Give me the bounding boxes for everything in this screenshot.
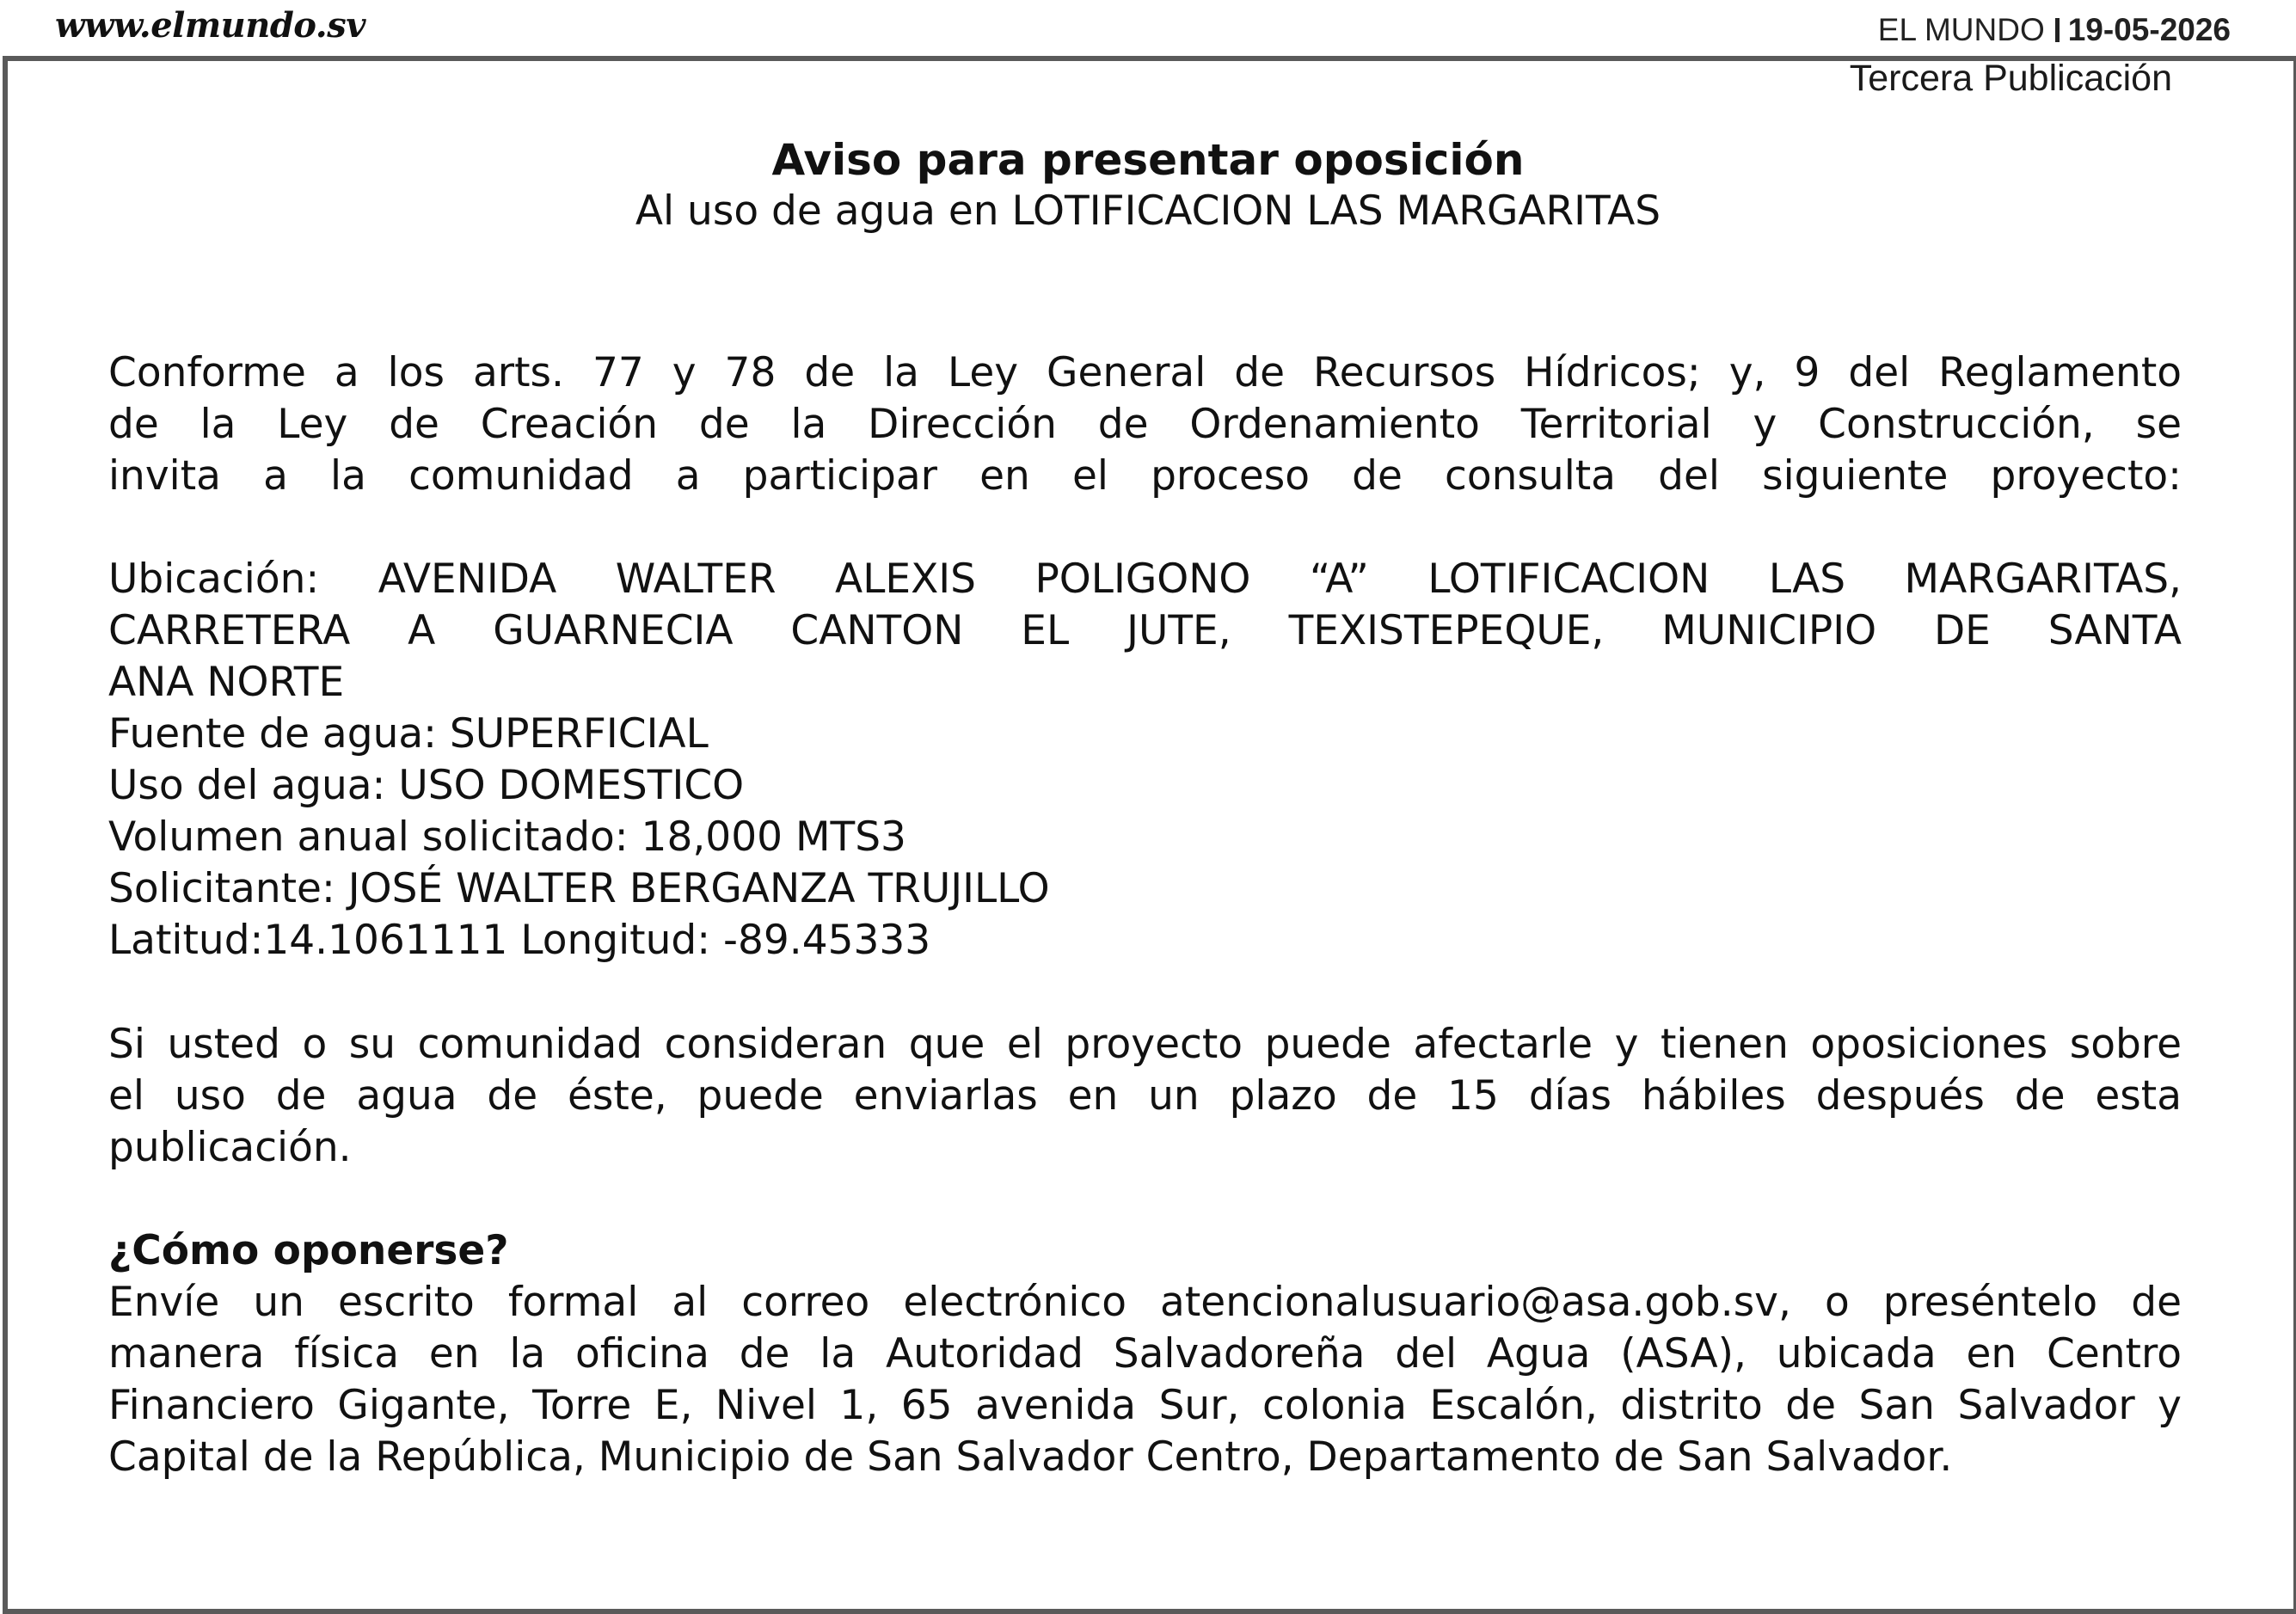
edition-info [1878,12,2231,48]
intro-line: invita a la comunidad a participar en el proceso de consulta del siguiente proyecto: [108,452,2182,500]
location-line: CARRETERA A GUARNECIA CANTON EL JUTE, TEXISTEPEQUE, MUNICIPIO DE SANTA [108,607,2182,654]
intro-paragraph [108,347,2182,502]
how-to-oppose-line: manera física en la oficina de la Autoridad Salvadoreña del Agua (ASA), ubicada en Centro [108,1330,2182,1378]
publication-label: Tercera Publicación [1849,58,2172,99]
location-line: Ubicación: AVENIDA WALTER ALEXIS POLIGONO “A” LOTIFICACION LAS MARGARITAS, [108,555,2182,603]
notice-subtitle: Al uso de agua en LOTIFICACION LAS MARGARITAS [635,187,1661,235]
paper-name: EL MUNDO [1877,12,2045,47]
opposition-line: el uso de agua de éste, puede enviarlas en un plazo de 15 días hábiles después de esta [108,1072,2182,1120]
coordinates-field: Latitud:14.1061111 Longitud: -89.45333 [108,917,931,964]
edition-date: 19-05-2026 [2067,12,2231,47]
opposition-line: Si usted o su comunidad consideran que el proyecto puede afectarle y tienen oposiciones sobre [108,1021,2182,1068]
location-line: ANA NORTE [108,659,345,706]
how-to-oppose-line: Capital de la República, Municipio de San Salvador Centro, Departamento de San Salvador. [108,1433,1953,1481]
opposition-paragraph [108,1019,2182,1174]
water-source-field: Fuente de agua: SUPERFICIAL [108,710,709,758]
how-to-oppose-section [108,1225,2182,1483]
intro-line: Conforme a los arts. 77 y 78 de la Ley General de Recursos Hídricos; y, 9 del Reglamento [108,349,2182,396]
water-use-field: Uso del agua: USO DOMESTICO [108,762,745,809]
site-url[interactable]: www.elmundo.sv [55,5,365,46]
how-to-oppose-line: Envíe un escrito formal al correo electrónico atencionalusuario@asa.gob.sv, o preséntelo de [108,1279,2182,1326]
project-details [108,554,2182,967]
intro-line: de la Ley de Creación de la Dirección de Ordenamiento Territorial y Construcción, se [108,401,2182,448]
how-to-oppose-heading: ¿Cómo oponerse? [108,1227,509,1274]
separator-bar [2055,18,2060,42]
masthead [0,0,2296,57]
opposition-line: publicación. [108,1124,352,1171]
notice-title: Aviso para presentar oposición [771,135,1525,185]
annual-volume-field: Volumen anual solicitado: 18,000 MTS3 [108,813,906,861]
applicant-field: Solicitante: JOSÉ WALTER BERGANZA TRUJILLO [108,865,1050,912]
how-to-oppose-line: Financiero Gigante, Torre E, Nivel 1, 65 avenida Sur, colonia Escalón, distrito de San Salvador y [108,1382,2182,1429]
